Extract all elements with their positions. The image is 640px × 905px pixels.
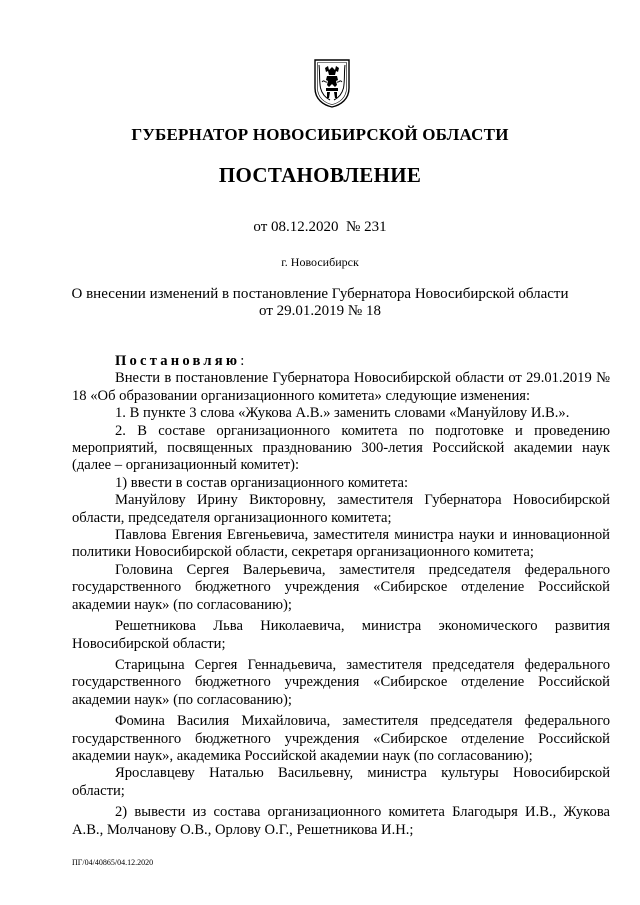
document-type: ПОСТАНОВЛЕНИЕ — [218, 163, 422, 187]
body-paragraph: 1) ввести в состав организационного комитета: — [115, 474, 409, 491]
decree-word: Постановляю — [115, 353, 241, 369]
body-paragraph: Старицына Сергея Геннадьевича, заместителя председателя федерального государственного бюджетного учреждения «Сибирское отделение Российской академии наук» (по согласованию); — [72, 656, 610, 708]
body-paragraph: Мануйлову Ирину Викторовну, заместителя Губернатора Новосибирской области, председателя организационного комитета; — [72, 492, 610, 526]
subject-line-1: О внесении изменений в постановление Губернатора Новосибирской области — [71, 286, 569, 302]
document-footer-code: ПГ/04/40865/04.12.2020 — [72, 858, 154, 867]
decree-heading — [72, 353, 610, 370]
body-paragraph: Ярославцеву Наталью Васильевну, министра культуры Новосибирской области; — [72, 765, 610, 799]
body-paragraph: 2. В составе организационного комитета по подготовке и проведению мероприятий, посвященных празднованию 300-летия Российской академии наук (далее – организационный комитет): — [72, 422, 610, 474]
decree-punct: : — [240, 353, 245, 369]
subject-line-2: от 29.01.2019 № 18 — [259, 303, 381, 319]
body-paragraph: Решетникова Льва Николаевича, министра экономического развития Новосибирской области; — [72, 618, 610, 652]
coat-of-arms-icon — [313, 58, 351, 108]
document-subject — [0, 286, 640, 320]
body-paragraph: 2) вывести из состава организационного комитета Благодыря И.В., Жукова А.В., Молчанову О.В., Орлову О.Г., Решетникова И.Н.; — [72, 804, 610, 838]
body-paragraph: Внести в постановление Губернатора Новосибирской области от 29.01.2019 № 18 «Об образовании организационного комитета» следующие изменения: — [72, 370, 610, 404]
body-paragraph: Фомина Василия Михайловича, заместителя председателя федерального государственного бюджетного учреждения «Сибирское отделение Российской академии наук», академика Российской академии наук (по согласованию); — [72, 713, 610, 764]
body-paragraph: Павлова Евгения Евгеньевича, заместителя министра науки и инновационной политики Новосибирской области, секретаря организационного комитета; — [72, 527, 610, 561]
document-body — [72, 353, 610, 839]
document-date-number: от 08.12.2020 № 231 — [253, 219, 387, 235]
organization-title: ГУБЕРНАТОР НОВОСИБИРСКОЙ ОБЛАСТИ — [131, 125, 509, 144]
body-paragraph: 1. В пункте 3 слова «Жукова А.В.» заменить словами «Мануйлову И.В.». — [115, 405, 570, 422]
body-paragraph: Головина Сергея Валерьевича, заместителя председателя федерального государственного бюджетного учреждения «Сибирское отделение Российской академии наук» (по согласованию); — [72, 561, 610, 613]
document-city: г. Новосибирск — [281, 255, 359, 269]
